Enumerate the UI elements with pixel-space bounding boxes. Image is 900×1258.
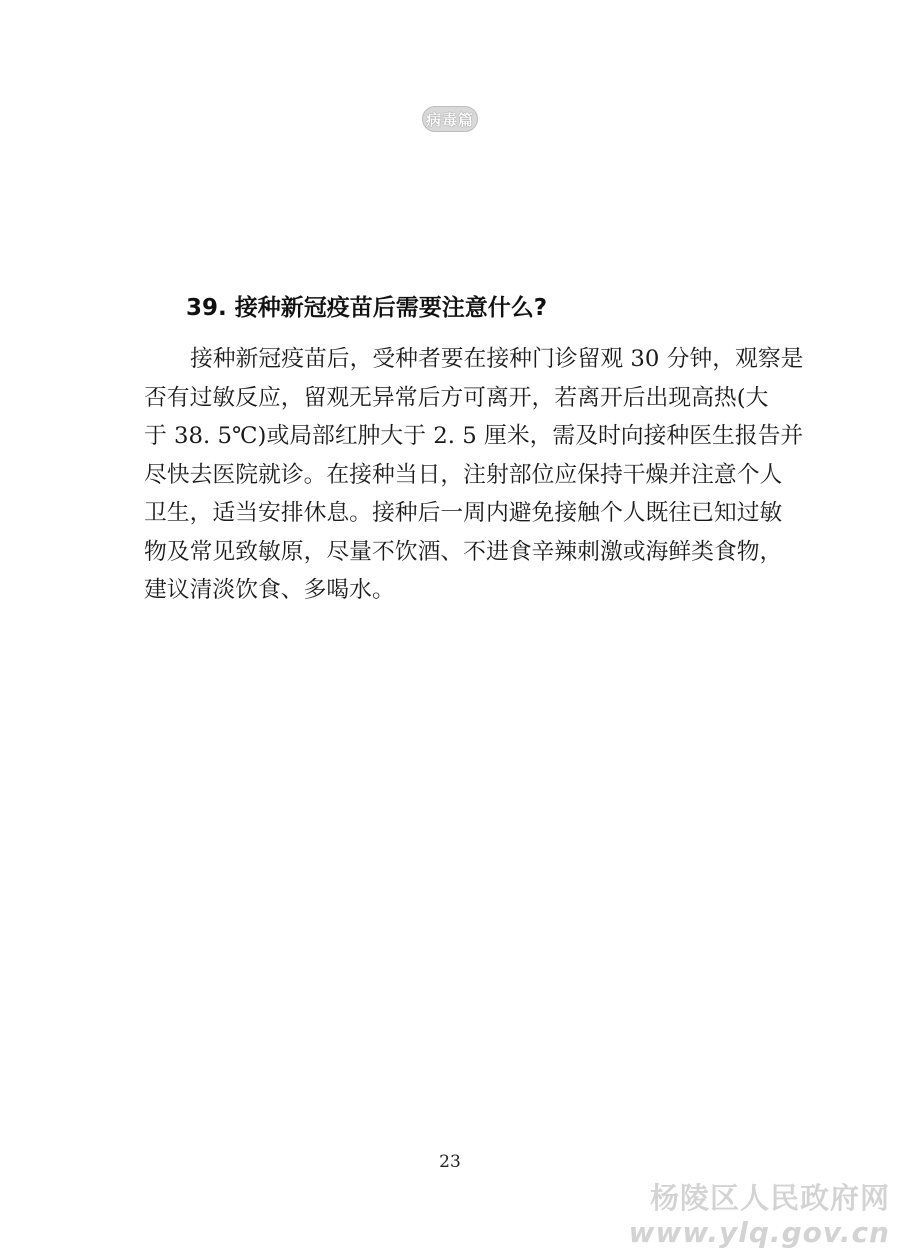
section-badge-label: 病毒篇 xyxy=(425,110,474,129)
answer-line: 于 38. 5℃)或局部红肿大于 2. 5 厘米，需及时向接种医生报告并 xyxy=(144,423,804,449)
answer-line: 物及常见致敏原，尽量不饮酒、不进食辛辣刺激或海鲜类食物， xyxy=(144,538,783,565)
answer-line: 建议清淡饮食、多喝水。 xyxy=(144,577,395,603)
answer-paragraph xyxy=(144,340,804,610)
watermark-name: 杨陵区人民政府网 xyxy=(649,1181,890,1215)
page-number: 23 xyxy=(439,1152,461,1172)
watermark-url: www.ylq.gov.cn xyxy=(628,1216,890,1249)
answer-line: 尽快去医院就诊。在接种当日，注射部位应保持干燥并注意个人 xyxy=(144,461,783,488)
question-title: 39. 接种新冠疫苗后需要注意什么? xyxy=(186,295,548,321)
watermark xyxy=(629,1180,890,1250)
answer-line: 卫生，适当安排休息。接种后一周内避免接触个人既往已知过敏 xyxy=(144,500,783,526)
section-badge xyxy=(422,106,478,132)
answer-line: 否有过敏反应，留观无异常后方可离开，若离开后出现高热(大 xyxy=(144,384,769,411)
answer-line: 接种新冠疫苗后，受种者要在接种门诊留观 30 分钟，观察是 xyxy=(190,346,804,372)
